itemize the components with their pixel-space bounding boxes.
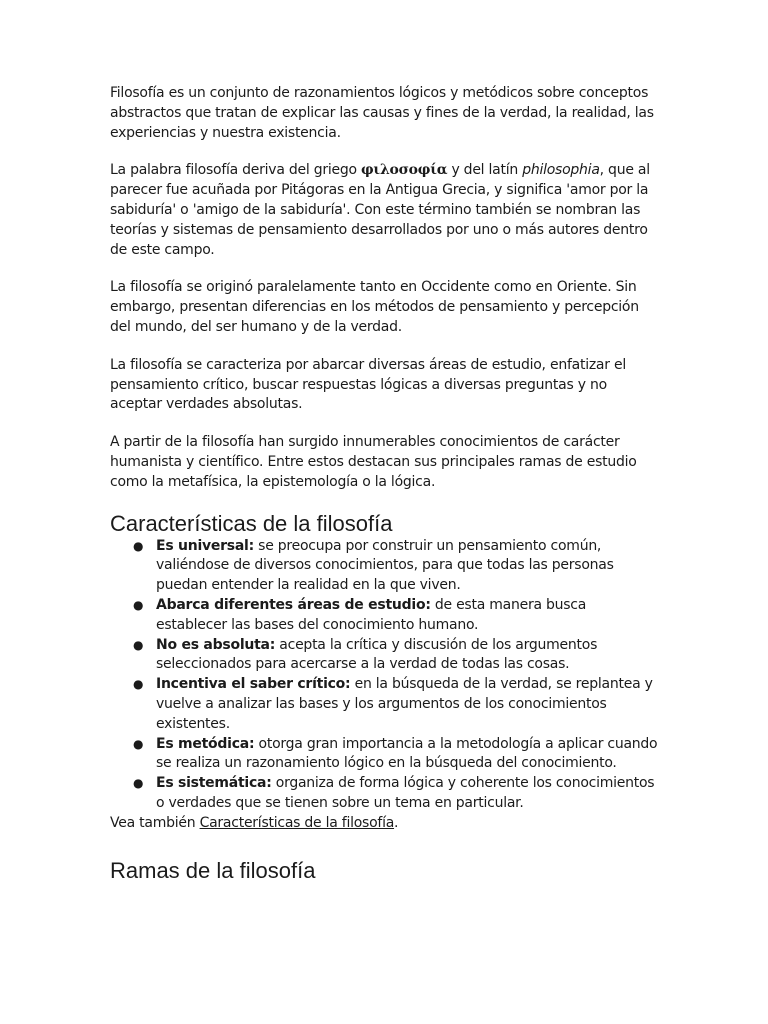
paragraph-definition: Filosofía es un conjunto de razonamientos lógicos y metódicos sobre conceptos abstractos que tratan de explicar las causas y fines de la verdad, la realidad, las experiencias y nuestra existencia.: [110, 85, 654, 141]
see-also-suffix: .: [394, 814, 399, 831]
etymology-text-2: y del latín: [447, 162, 523, 179]
bullet-icon: ●: [133, 637, 144, 652]
list-item-term: Es metódica:: [156, 735, 255, 752]
list-item: [133, 774, 660, 814]
list-item: [133, 675, 660, 734]
document-page: [110, 84, 660, 884]
greek-word: φιλοσοφία: [361, 162, 448, 179]
list-item-term: Incentiva el saber crítico:: [156, 676, 351, 693]
list-item: [133, 596, 660, 636]
paragraph-traits: La filosofía se caracteriza por abarcar diversas áreas de estudio, enfatizar el pensamiento crítico, buscar respuestas lógicas a diversas preguntas y no aceptar verdades absolutas.: [110, 356, 626, 413]
paragraph-etymology: [110, 161, 660, 260]
list-item-text: de esta manera busca establecer las bases del conocimiento humano.: [156, 596, 587, 633]
list-item: [133, 735, 660, 775]
bullet-icon: ●: [133, 597, 144, 612]
list-item-text: organiza de forma lógica y coherente los conocimientos o verdades que se tienen sobre un tema en particular.: [156, 775, 655, 811]
list-item: [133, 636, 660, 676]
paragraph-origin: La filosofía se originó paralelamente tanto en Occidente como en Oriente. Sin embargo, presentan diferencias en los métodos de pensamiento y percepción del mundo, del ser humano y de la verdad.: [110, 279, 639, 335]
list-item-term: Es universal:: [156, 537, 254, 554]
list-item-text: acepta la crítica y discusión de los argumentos seleccionados para acercarse a la verdad de todas las cosas.: [156, 636, 598, 673]
see-also-line: [110, 814, 660, 834]
etymology-text-1: La palabra filosofía deriva del griego: [110, 162, 362, 179]
bullet-icon: ●: [133, 776, 144, 791]
paragraph-knowledge: A partir de la filosofía han surgido innumerables conocimientos de carácter humanista y científico. Entre estos destacan sus principales ramas de estudio como la metafísica, la epistemología o la lógica.: [110, 434, 637, 490]
list-item-text: en la búsqueda de la verdad, se replantea y vuelve a analizar las bases y los argumentos de los conocimientos existentes.: [156, 676, 653, 732]
list-item-term: Abarca diferentes áreas de estudio:: [156, 596, 431, 613]
list-item-term: No es absoluta:: [156, 636, 276, 653]
bullet-icon: ●: [133, 677, 144, 692]
heading-branches: Ramas de la filosofía: [110, 857, 316, 883]
bullet-icon: ●: [133, 736, 144, 751]
list-item-text: se preocupa por construir un pensamiento común, valiéndose de diversos conocimientos, para que todas las personas puedan entender la realidad en la que viven.: [156, 537, 614, 594]
list-item: [133, 537, 660, 596]
latin-word: philosophia: [522, 162, 600, 179]
heading-characteristics: Características de la filosofía: [110, 510, 393, 536]
see-also-prefix: Vea también: [110, 814, 200, 831]
bullet-icon: ●: [133, 538, 144, 553]
list-item-text: otorga gran importancia a la metodología a aplicar cuando se realiza un razonamiento lógico en la búsqueda del conocimiento.: [156, 735, 658, 772]
see-also-link[interactable]: Características de la filosofía: [199, 814, 395, 831]
etymology-text-3: , que al parecer fue acuñada por Pitágoras en la Antigua Grecia, y significa 'amor por la sabiduría' o 'amigo de la sabiduría'. Con este término también se nombran las teorías y sistemas de pensamiento desarrollados por uno o más autores dentro de este campo.: [110, 162, 650, 258]
characteristics-list: [110, 537, 660, 814]
list-item-term: Es sistemática:: [156, 775, 272, 792]
